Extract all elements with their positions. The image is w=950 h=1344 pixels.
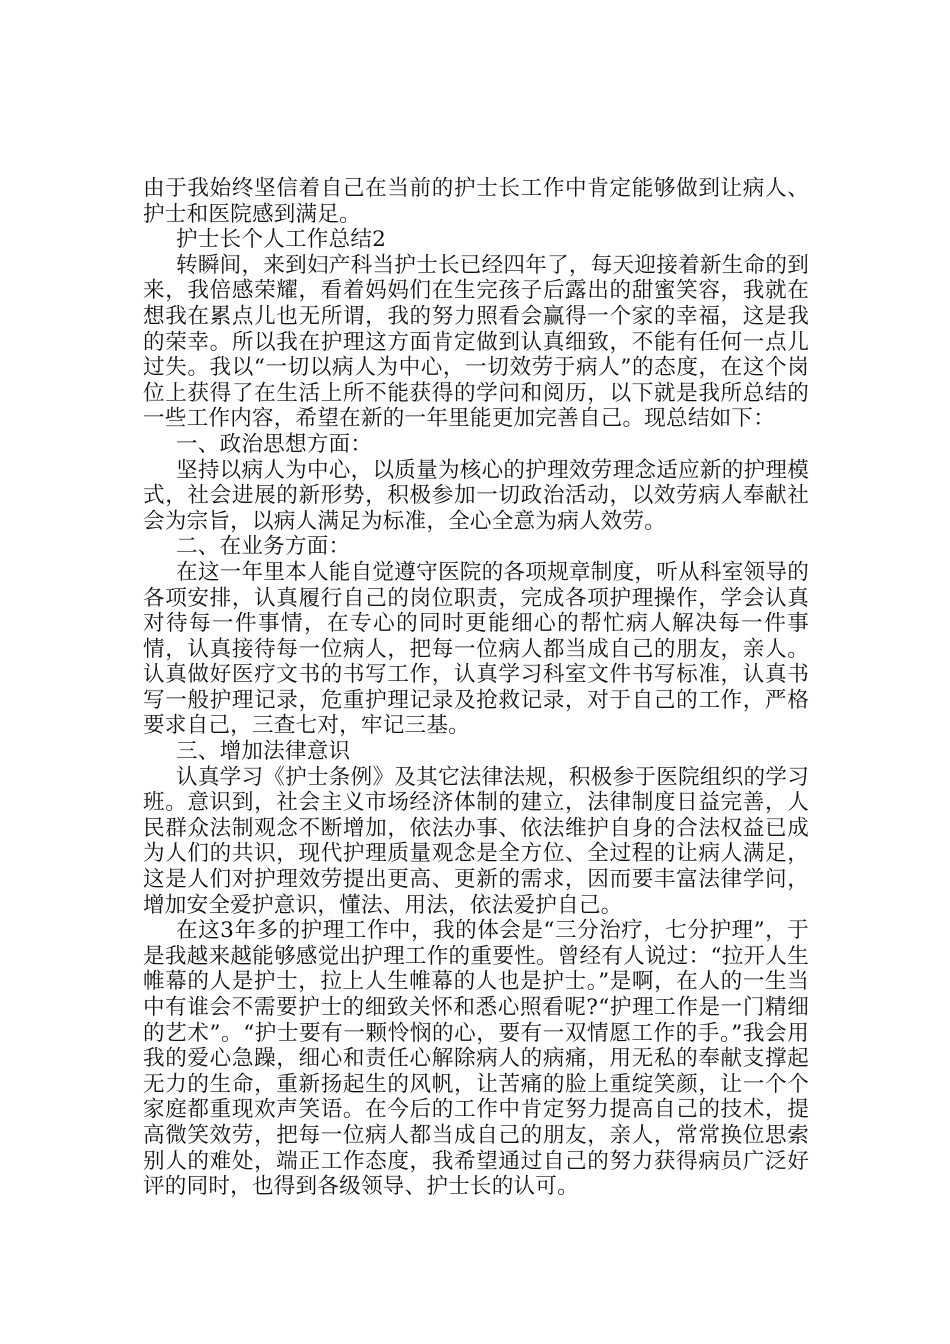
section-title: 护士长个人工作总结2	[176, 227, 387, 253]
document-body	[143, 176, 809, 1200]
paragraph-business: 在这一年里本人能自觉遵守医院的各项规章制度，听从科室领导的各项安排，认真履行自己的岗位职责，完成各项护理操作，学会认真对待每一件事情，在专心的同时更能细心的帮忙病人解决每一件事情，认真接待每一位病人，把每一位病人都当成自己的朋友，亲人。认真做好医疗文书的书写工作，认真学习科室文件书写标准，认真书写一般护理记录，危重护理记录及抢救记录，对于自己的工作，严格要求自己，三查七对，牢记三基。	[143, 559, 809, 739]
paragraph-intro: 由于我始终坚信着自己在当前的护士长工作中肯定能够做到让病人、护士和医院感到满足。	[143, 176, 809, 227]
paragraph-legal: 认真学习《护士条例》及其它法律法规，积极参于医院组织的学习班。意识到，社会主义市场经济体制的建立，法律制度日益完善，人民群众法制观念不断增加，依法办事、依法维护自身的合法权益已成为人们的共识，现代护理质量观念是全方位、全过程的让病人满足，这是人们对护理效劳提出更高、更新的需求，因而要丰富法律学问，增加安全爱护意识，懂法、用法，依法爱护自己。	[143, 764, 809, 918]
paragraph-political: 坚持以病人为中心，以质量为核心的护理效劳理念适应新的护理模式，社会进展的新形势，积极参加一切政治活动，以效劳病人奉献社会为宗旨，以病人满足为标准，全心全意为病人效劳。	[143, 457, 809, 534]
paragraph-opening: 转瞬间，来到妇产科当护士长已经四年了，每天迎接着新生命的到来，我倍感荣耀，看着妈妈们在生完孩子后露出的甜蜜笑容，我就在想我在累点儿也无所谓，我的努力照看会赢得一个家的幸福，这是我的荣幸。所以我在护理这方面肯定做到认真细致，不能有任何一点儿过失。我以“一切以病人为中心，一切效劳于病人”的态度，在这个岗位上获得了在生活上所不能获得的学问和阅历，以下就是我所总结的一些工作内容，希望在新的一年里能更加完善自己。现总结如下：	[143, 252, 809, 432]
paragraph-closing: 在这3年多的护理工作中，我的体会是“三分治疗，七分护理”，于是我越来越能够感觉出护理工作的重要性。曾经有人说过：“拉开人生帷幕的人是护士，拉上人生帷幕的人也是护士。”是啊，在人的一生当中有谁会不需要护士的细致关怀和悉心照看呢?“护理工作是一门精细的艺术”。“护士要有一颗怜悯的心，要有一双情愿工作的手。”我会用我的爱心急躁，细心和责任心解除病人的病痛，用无私的奉献支撑起无力的生命，重新扬起生的风帆，让苦痛的脸上重绽笑颜，让一个个家庭都重现欢声笑语。在今后的工作中肯定努力提高自己的技术，提高微笑效劳，把每一位病人都当成自己的朋友，亲人，常常换位思索别人的难处，端正工作态度，我希望通过自己的努力获得病员广泛好评的同时，也得到各级领导、护士长的认可。	[143, 918, 809, 1200]
heading-political: 一、政治思想方面：	[176, 431, 373, 457]
heading-business: 二、在业务方面：	[176, 534, 351, 560]
heading-legal: 三、增加法律意识	[176, 739, 351, 765]
